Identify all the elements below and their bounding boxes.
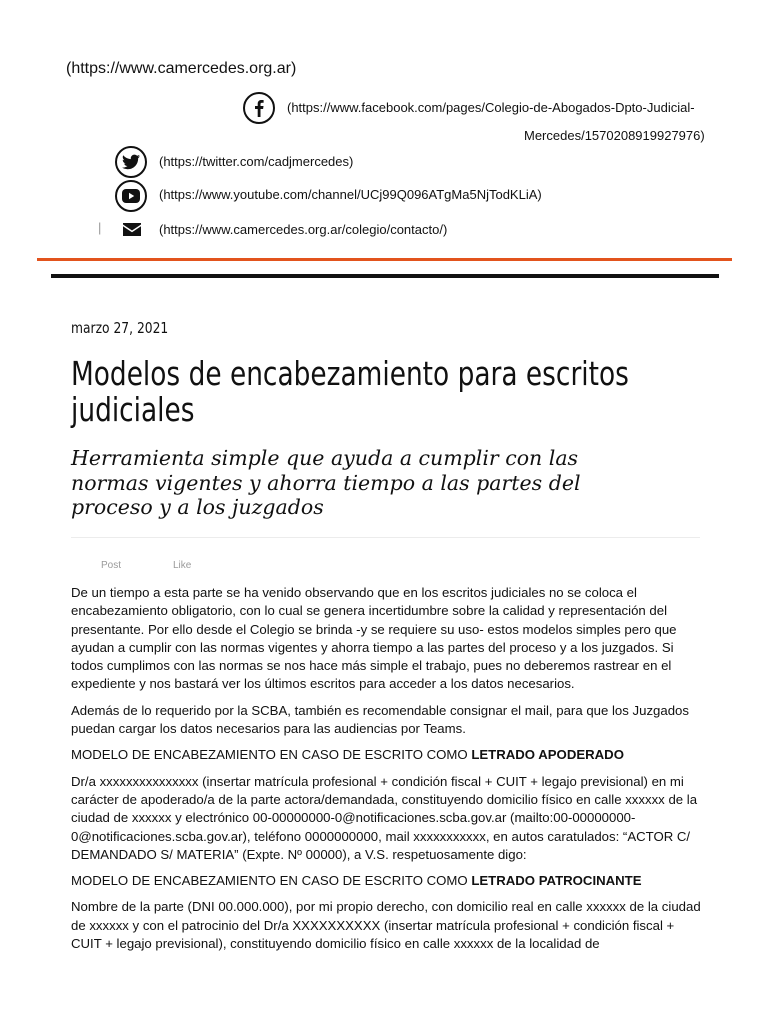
header-divider bbox=[51, 274, 719, 278]
article-date: marzo 27, 2021 bbox=[71, 319, 169, 337]
page-title: Modelos de encabezamiento para escritos judiciales bbox=[71, 354, 629, 429]
facebook-link-continued[interactable]: Mercedes/1570208919927976) bbox=[524, 128, 705, 143]
facebook-icon[interactable] bbox=[243, 92, 275, 124]
post-button[interactable]: Post bbox=[101, 560, 122, 571]
model-heading-patrocinante bbox=[71, 872, 705, 890]
site-home-link[interactable]: (https://www.camercedes.org.ar) bbox=[66, 60, 297, 77]
article-body bbox=[71, 584, 705, 961]
twitter-icon[interactable] bbox=[115, 146, 147, 178]
article-paragraph: De un tiempo a esta parte se ha venido observando que en los escritos judiciales no se coloca el encabezamiento obligatorio, con lo cual se genera incertidumbre sobre la calidad y representación del presentante. Por ello desde el Colegio se brinda -y se requiere su uso- estos modelos simples pero que ayudan a cumplir con las normas vigentes y ahorra tiempo a las partes del proceso y a los juzgados. Si todos cumplimos con las normas se nos hace más simple el trabajo, pues no deberemos rastrear en el expediente y nos bastará ver los últimos escritos para acceder a los datos necesarios. bbox=[71, 585, 677, 692]
header-accent-divider bbox=[37, 258, 732, 261]
contact-link[interactable]: (https://www.camercedes.org.ar/colegio/contacto/) bbox=[159, 222, 448, 237]
article-subtitle: Herramienta simple que ayuda a cumplir con las normas vigentes y ahorra tiempo a las partes del proceso y a los juzgados bbox=[71, 446, 581, 519]
youtube-link[interactable]: (https://www.youtube.com/channel/UCj99Q096ATgMa5NjTodKLiA) bbox=[159, 187, 542, 202]
youtube-icon[interactable] bbox=[115, 180, 147, 212]
twitter-link[interactable]: (https://twitter.com/cadjmercedes) bbox=[159, 154, 354, 169]
facebook-link[interactable]: (https://www.facebook.com/pages/Colegio-de-Abogados-Dpto-Judicial- bbox=[287, 100, 695, 115]
model-heading-emphasis: LETRADO APODERADO bbox=[471, 747, 624, 763]
model-heading-apoderado bbox=[71, 746, 705, 764]
model-heading-text: MODELO DE ENCABEZAMIENTO EN CASO DE ESCRITO COMO bbox=[71, 873, 472, 889]
like-button[interactable]: Like bbox=[173, 560, 192, 571]
article-paragraph: Nombre de la parte (DNI 00.000.000), por mi propio derecho, con domicilio real en calle xxxxxx de la ciudad de xxxxxx y con el patrocinio del Dr/a XXXXXXXXXX (insertar matrícula profesional + condición fiscal + CUIT + legajo previsional), constituyendo domicilio físico en calle xxxxxx de la localidad de bbox=[71, 899, 701, 952]
envelope-icon[interactable] bbox=[123, 223, 141, 241]
article-paragraph: Dr/a xxxxxxxxxxxxxxx (insertar matrícula profesional + condición fiscal + CUIT + legajo previsional) en mi carácter de apoderado/a de la parte actora/demandada, constituyendo domicilio físico en calle xxxxxx de la ciudad de xxxxxx y electrónico 00-00000000-0@notificaciones.scba.gov.ar (mailto:00-00000000-0@notificaciones.scba.gov.ar), teléfono 0000000000, mail xxxxxxxxxxx, en autos caratulados: “ACTOR C/ DEMANDADO S/ MATERIA” (Expte. Nº 00000), a V.S. respetuosamente digo: bbox=[71, 773, 698, 862]
separator: | bbox=[98, 220, 102, 235]
article-paragraph: Además de lo requerido por la SCBA, también es recomendable consignar el mail, para que los Juzgados puedan cargar los datos necesarios para las audiencias por Teams. bbox=[71, 702, 689, 737]
model-heading-text: MODELO DE ENCABEZAMIENTO EN CASO DE ESCRITO COMO bbox=[71, 747, 472, 763]
model-heading-emphasis: LETRADO PATROCINANTE bbox=[471, 873, 642, 889]
share-divider bbox=[71, 537, 700, 538]
